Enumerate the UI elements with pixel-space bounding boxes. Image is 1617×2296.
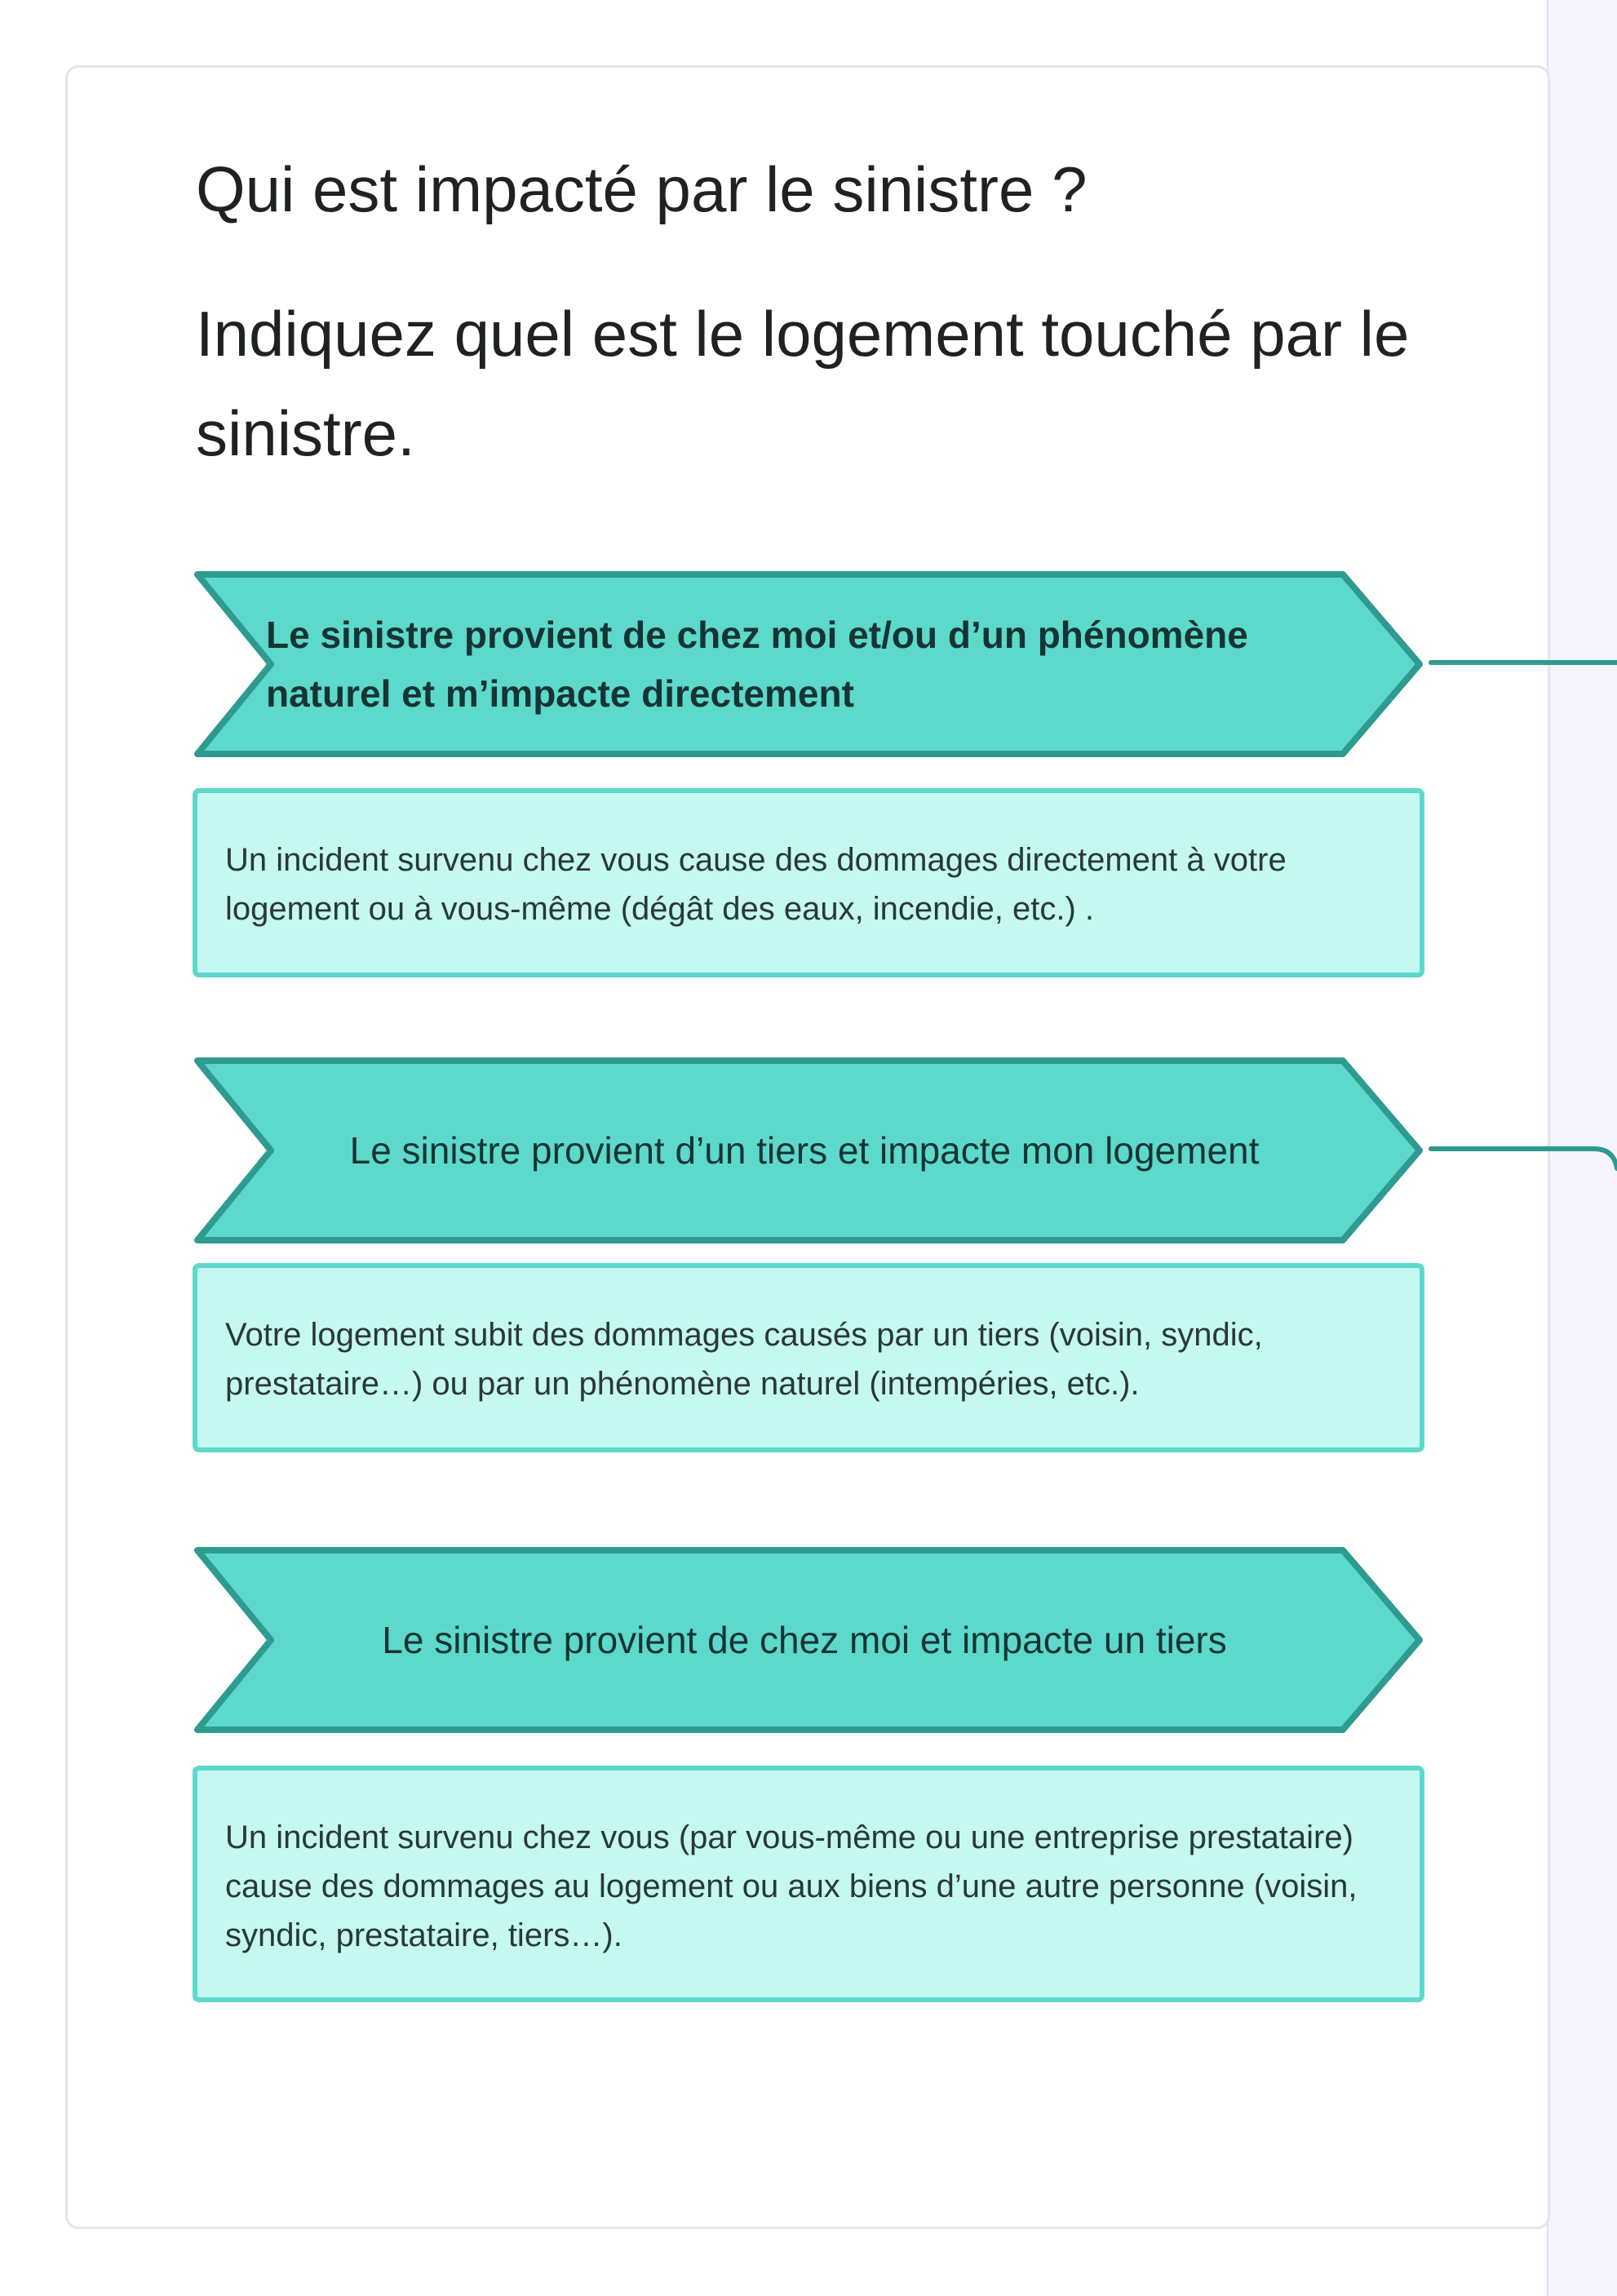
option-direct-impact[interactable] bbox=[193, 570, 1424, 759]
flow-connector bbox=[1431, 659, 1617, 669]
option-label: Le sinistre provient de chez moi et impacte un tiers bbox=[382, 1619, 1227, 1661]
flow-connector bbox=[1431, 1142, 1617, 1175]
option-description: Un incident survenu chez vous cause des dommages directement à votre logement ou à vous-même (dégât des eaux, incendie, etc.) . bbox=[193, 788, 1424, 977]
option-description: Un incident survenu chez vous (par vous-même ou une entreprise prestataire) cause des dommages au logement ou aux biens d’une autre personne (voisin, syndic, prestataire, tiers…). bbox=[193, 1766, 1424, 2002]
page-title: Qui est impacté par le sinistre ? bbox=[196, 153, 1088, 225]
option-description: Votre logement subit des dommages causés par un tiers (voisin, syndic, prestataire…) ou par un phénomène naturel (intempéries, etc.). bbox=[193, 1263, 1424, 1452]
option-label: Le sinistre provient de chez moi et/ou d’un phénomène naturel et m’impacte directement bbox=[266, 614, 1248, 715]
option-third-party-to-me[interactable] bbox=[193, 1056, 1424, 1245]
option-me-to-third-party[interactable] bbox=[193, 1545, 1424, 1735]
page-subtitle: Indiquez quel est le logement touché par le sinistre. bbox=[196, 298, 1410, 469]
option-label: Le sinistre provient d’un tiers et impacte mon logement bbox=[349, 1129, 1260, 1172]
